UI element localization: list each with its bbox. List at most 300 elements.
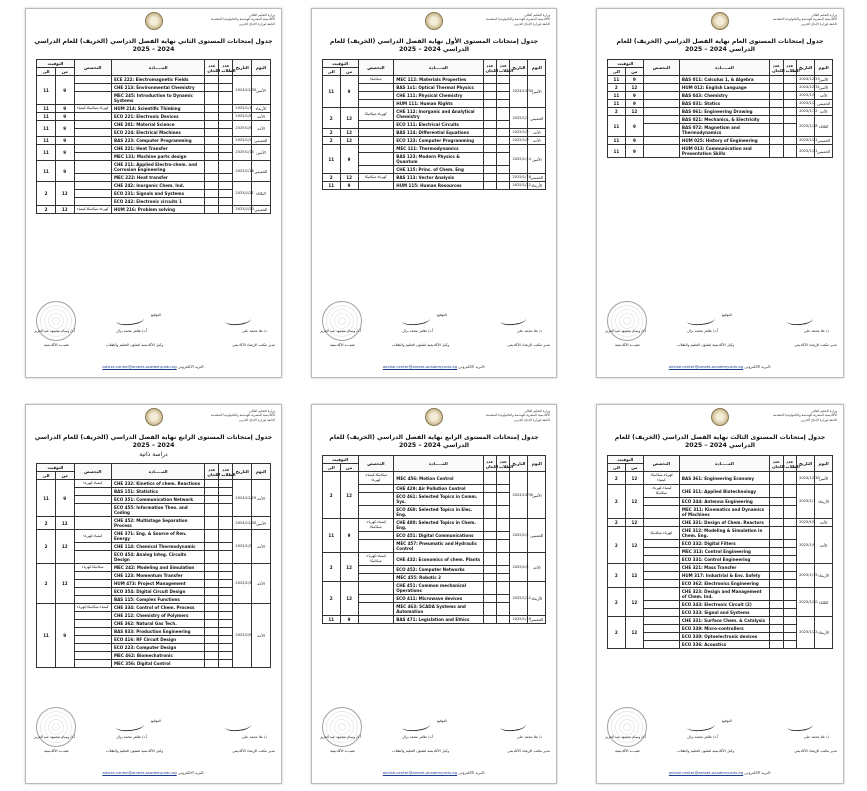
org-line: الأكاديمية المصرية للهندسة والتكنولوجيا المتقدمة: [485, 413, 550, 418]
time-to: 11: [322, 616, 340, 624]
count-cell: [497, 574, 510, 582]
count-cell: [783, 540, 797, 548]
halls-cell: [205, 174, 219, 182]
spec-cell: [358, 540, 394, 553]
count-cell: [497, 506, 510, 519]
spec-cell: كيمياء-كهرباء-ميكانيكا: [643, 485, 679, 498]
time-from: 9: [55, 604, 74, 668]
spec-cell: [74, 580, 111, 588]
table-row: [37, 113, 271, 121]
course-cell: BAS 115: Complex Functions: [111, 596, 204, 604]
date-cell: 2025/1/9: [510, 137, 528, 145]
date-cell: 2024/12/31: [797, 84, 815, 92]
col-day: اليوم: [528, 456, 546, 472]
dean-label: عميـــد الأكاديمية: [615, 749, 641, 753]
time-to: 11: [607, 100, 625, 108]
spec-cell: [643, 572, 679, 580]
day-cell: الأثنين: [252, 145, 271, 161]
halls-cell: [205, 504, 219, 517]
count-cell: [497, 84, 510, 92]
schedule-page-level1: [311, 8, 557, 378]
col-from: من: [55, 472, 74, 480]
course-cell: CHE 334: Control of Chem. Process: [111, 604, 204, 612]
spec-cell: [643, 580, 679, 588]
course-cell: HUM 115: Human Resources: [394, 182, 483, 190]
spec-cell: كيمياء-كهرباء: [74, 480, 111, 488]
col-course: المـــــادة: [111, 464, 204, 480]
time-from: 12: [55, 182, 74, 206]
spec-cell: [74, 517, 111, 530]
col-date: التاريخ: [510, 456, 528, 472]
date-cell: 2025/1/22: [797, 617, 815, 649]
spec-cell: [74, 660, 111, 668]
time-from: 9: [55, 105, 74, 113]
col-count: عدد الطلاب: [497, 60, 510, 76]
table-row: [37, 76, 271, 84]
course-cell: MEC 111: Thermodynamics: [394, 145, 483, 153]
vice-dean-name: أ.د/ طاهر محمد بزال: [116, 735, 148, 739]
academy-seal-icon: [711, 408, 729, 426]
count-cell: [783, 572, 797, 580]
halls-cell: [205, 84, 219, 92]
vice-dean-name: أ.د/ طاهر محمد بزال: [687, 735, 719, 739]
spec-cell: [358, 84, 394, 92]
spec-cell: [74, 129, 111, 137]
advisor-label: مدير مكتب الإرشاد الأكاديمي: [232, 749, 275, 753]
spec-cell: [643, 588, 679, 601]
table-row: [607, 116, 832, 124]
halls-cell: [483, 121, 496, 129]
table-row: [607, 472, 832, 485]
day-cell: الأحد: [528, 553, 546, 582]
halls-cell: [770, 633, 784, 641]
halls-cell: [770, 519, 784, 527]
org-line: الأكاديمية المصرية للهندسة والتكنولوجيا المتقدمة: [772, 17, 837, 22]
spec-cell: [643, 540, 679, 548]
halls-cell: [205, 145, 219, 153]
time-from: 12: [625, 519, 643, 527]
course-cell: MEC 112: Materials Properties: [394, 76, 483, 84]
time-to: 2: [607, 108, 625, 116]
count-cell: [219, 198, 233, 206]
table-row: [37, 517, 271, 530]
halls-cell: [770, 100, 784, 108]
page-title: جدول إمتحانات المستوى الرابع نهاية الفصل الدراسي (الخريف) للعام الدراسي 2024 – 2025: [34, 434, 273, 449]
sign-word: التوقيع: [151, 313, 161, 317]
footer-email[interactable]: advise.center@ameet-academy.edu.eg: [102, 364, 177, 369]
time-to: 2: [37, 530, 56, 564]
spec-cell: [74, 488, 111, 496]
halls-cell: [483, 472, 496, 485]
day-cell: الأثنين: [528, 145, 546, 174]
time-from: 9: [55, 161, 74, 182]
page-footer: [26, 364, 281, 369]
spec-cell: [643, 625, 679, 633]
time-to: 2: [322, 582, 340, 616]
date-cell: 2025/1/16: [233, 161, 252, 182]
footer-label: البريد الالكتروني:: [458, 364, 486, 369]
time-from: 12: [340, 108, 358, 129]
count-cell: [497, 553, 510, 566]
count-cell: [783, 116, 797, 124]
spec-cell: [358, 92, 394, 100]
count-cell: [783, 108, 797, 116]
halls-cell: [483, 137, 496, 145]
course-cell: ECO 333: Signal and Systems: [679, 609, 769, 617]
col-from: من: [55, 68, 74, 76]
spec-cell: [74, 588, 111, 596]
course-cell: BAS 113: Vector Analysis: [394, 174, 483, 182]
count-cell: [497, 137, 510, 145]
spec-cell: [358, 121, 394, 129]
time-to: 11: [322, 182, 340, 190]
count-cell: [219, 517, 233, 530]
signature-mark-icon: [687, 314, 716, 327]
course-cell: MEC 356: Digital Control: [111, 660, 204, 668]
day-cell: الخميس: [252, 137, 271, 145]
page-footer: [597, 770, 843, 775]
spec-cell: [643, 609, 679, 617]
course-cell: ECO 354: Digital Circuit Design: [111, 588, 204, 596]
col-halls: عدد اللجان: [770, 60, 784, 76]
signature-mark-icon: [500, 314, 527, 327]
spec-cell: [74, 137, 111, 145]
col-to: الى: [607, 68, 625, 76]
vice-dean-label: وكيل الأكاديمية لشئون التعليم والطلاب: [106, 749, 164, 753]
col-from: من: [625, 464, 643, 472]
time-from: 9: [625, 100, 643, 108]
day-cell: الأحد: [252, 121, 271, 137]
signature-mark-icon: [787, 720, 814, 733]
spec-cell: [643, 76, 679, 84]
org-line: التابعة لوزارة الإنتاج الحربي: [238, 417, 275, 422]
col-halls: عدد اللجان: [483, 456, 496, 472]
time-from: 12: [625, 588, 643, 617]
halls-cell: [205, 588, 219, 596]
spec-cell: [358, 532, 394, 540]
org-line: وزارة التعليم العالي: [811, 13, 837, 17]
course-cell: ECO 452: Computer Networks: [394, 566, 483, 574]
course-cell: CHE 312: Modeling & Simulation in Chem. Eng.: [679, 527, 769, 540]
count-cell: [219, 564, 233, 572]
halls-cell: [770, 137, 784, 145]
halls-cell: [483, 566, 496, 574]
halls-cell: [483, 493, 496, 506]
day-cell: الأحد: [252, 530, 271, 564]
course-cell: CHE 451: Common mechanical Operations: [394, 582, 483, 595]
count-cell: [219, 604, 233, 612]
count-cell: [497, 100, 510, 108]
count-cell: [219, 652, 233, 660]
count-cell: [497, 532, 510, 540]
time-from: 9: [625, 137, 643, 145]
course-cell: ECO 451: Digital Communications: [394, 532, 483, 540]
time-to: 11: [607, 116, 625, 137]
count-cell: [219, 145, 233, 153]
page-title: جدول إمتحانات المستوى الثاني نهاية الفصل الدراسي (الخريف) للعام الدراسي 2024 – 2025: [34, 38, 273, 53]
day-cell: الأحد: [815, 108, 833, 116]
exam-table: [322, 59, 546, 190]
footer-email[interactable]: advise.center@ameet-academy.edu.eg: [102, 770, 177, 775]
count-cell: [219, 153, 233, 161]
count-cell: [783, 564, 797, 572]
org-line: الأكاديمية المصرية للهندسة والتكنولوجيا المتقدمة: [772, 413, 837, 418]
spec-cell: [358, 129, 394, 137]
spec-cell: [358, 493, 394, 506]
count-cell: [219, 113, 233, 121]
spec-cell: [74, 636, 111, 644]
schedule-page-level4: [311, 404, 557, 784]
course-cell: MEC 463: SCADA Systems and Automation: [394, 603, 483, 616]
vice-dean-label: وكيل الأكاديمية لشئون التعليم والطلاب: [392, 343, 450, 347]
vice-dean-name: أ.د/ طاهر محمد بزال: [402, 329, 434, 333]
count-cell: [219, 174, 233, 182]
spec-cell: [643, 633, 679, 641]
time-to: 2: [37, 182, 56, 206]
page-title: جدول إمتحانات المستوى العام نهاية الفصل الدراسي (الخريف) للعام الدراسي 2024 – 2025: [616, 38, 824, 53]
halls-cell: [770, 527, 784, 540]
course-cell: CHE 242: Inorganic Chem. Ind.: [111, 182, 204, 190]
signature-mark-icon: [500, 720, 527, 733]
course-cell: ECO 332: Digital Filters: [679, 540, 769, 548]
table-row: [37, 182, 271, 190]
dean-label: عميـــد الأكاديمية: [44, 749, 70, 753]
academy-seal-icon: [425, 12, 443, 30]
time-to: 2: [607, 564, 625, 588]
halls-cell: [483, 595, 496, 603]
table-row: [607, 100, 832, 108]
count-cell: [219, 480, 233, 488]
time-from: 12: [340, 137, 358, 145]
halls-cell: [770, 485, 784, 498]
spec-cell: [74, 198, 111, 206]
time-from: 9: [55, 145, 74, 161]
spec-cell: [358, 595, 394, 603]
sign-word: التوقيع: [151, 719, 161, 723]
footer-email[interactable]: advise.center@ameet-academy.edu.eg: [668, 770, 744, 775]
col-day: اليوم: [815, 60, 833, 76]
count-cell: [219, 84, 233, 92]
spec-cell: [74, 628, 111, 636]
table-row: [607, 76, 832, 84]
course-cell: HUM 013: Communication and Presentation Skills: [679, 145, 769, 158]
col-day: اليوم: [252, 464, 271, 480]
count-cell: [497, 472, 510, 485]
count-cell: [497, 121, 510, 129]
course-cell: ECO 343: Electronic Circuit (2): [679, 601, 769, 609]
table-row: [37, 530, 271, 543]
col-time: التوقيت: [322, 60, 358, 68]
col-course: المـــــادة: [111, 60, 204, 76]
course-cell: BAS 043: Chemistry: [679, 92, 769, 100]
time-to: 2: [607, 527, 625, 564]
count-cell: [497, 129, 510, 137]
date-cell: 2025/1/2: [510, 108, 528, 129]
halls-cell: [770, 564, 784, 572]
table-row: [37, 145, 271, 153]
halls-cell: [205, 182, 219, 190]
day-cell: الأثنين: [815, 84, 833, 92]
halls-cell: [770, 116, 784, 124]
footer-label: البريد الالكتروني:: [458, 770, 486, 775]
halls-cell: [205, 652, 219, 660]
time-from: 9: [340, 519, 358, 553]
col-spec: التخصص: [643, 456, 679, 472]
spec-cell: [74, 620, 111, 628]
course-cell: MEC 456: Motion Control: [394, 472, 483, 485]
day-cell: الخميس: [815, 100, 833, 108]
halls-cell: [205, 113, 219, 121]
date-cell: 2025/1/16: [510, 616, 528, 624]
col-course: المـــــادة: [679, 60, 769, 76]
spec-cell: [358, 506, 394, 519]
time-from: 9: [625, 92, 643, 100]
col-spec: التخصص: [74, 60, 111, 76]
day-cell: الخميس: [528, 519, 546, 553]
count-cell: [497, 182, 510, 190]
academy-seal-icon: [425, 408, 443, 426]
course-cell: BAS 031: Statics: [679, 100, 769, 108]
spec-cell: [74, 113, 111, 121]
spec-cell: [643, 564, 679, 572]
advisor-label: مدير مكتب الإرشاد الأكاديمي: [794, 343, 837, 347]
course-cell: ECO 336: Acoustics: [679, 641, 769, 649]
spec-cell: [358, 574, 394, 582]
advisor-label: مدير مكتب الإرشاد الأكاديمي: [507, 749, 550, 753]
halls-cell: [483, 553, 496, 566]
day-cell: الأحد: [815, 527, 833, 564]
time-from: 9: [55, 121, 74, 137]
time-to: 11: [607, 92, 625, 100]
count-cell: [783, 556, 797, 564]
day-cell: الأثنين: [252, 76, 271, 105]
day-cell: الأحد: [252, 604, 271, 668]
schedule-page-level4-self: [25, 404, 282, 784]
col-time: التوقيت: [607, 60, 643, 68]
col-spec: التخصص: [74, 464, 111, 480]
course-cell: BAS 114: Differential Equations: [394, 129, 483, 137]
course-cell: HUM 473: Project Management: [111, 580, 204, 588]
halls-cell: [483, 153, 496, 166]
halls-cell: [205, 517, 219, 530]
count-cell: [783, 100, 797, 108]
time-to: 11: [322, 145, 340, 174]
halls-cell: [770, 84, 784, 92]
halls-cell: [205, 198, 219, 206]
course-cell: CHE 362: Natural Gas Tech.: [111, 620, 204, 628]
spec-cell: [358, 100, 394, 108]
table-row: [37, 604, 271, 612]
time-to: 2: [322, 472, 340, 519]
org-name: [480, 13, 550, 26]
spec-cell: [358, 616, 394, 624]
signatures: [26, 707, 281, 755]
sign-word: التوقيع: [437, 313, 447, 317]
vice-dean-name: أ.د/ طاهر محمد بزال: [402, 735, 434, 739]
date-cell: 2025/1/12: [797, 108, 815, 116]
course-cell: ECO 330: Optoelectronic devices: [679, 633, 769, 641]
halls-cell: [483, 84, 496, 92]
course-cell: ECO 221: Electronic Devices: [111, 113, 204, 121]
day-cell: الأحد: [252, 480, 271, 517]
halls-cell: [770, 506, 784, 519]
date-cell: 2025/1/21: [797, 137, 815, 145]
count-cell: [783, 124, 797, 137]
halls-cell: [770, 609, 784, 617]
time-from: 9: [625, 145, 643, 158]
footer-email[interactable]: advise.center@ameet-academy.edu.eg: [668, 364, 744, 369]
course-cell: CHE 331: Surface Chem. & Catalysis: [679, 617, 769, 625]
time-to: 11: [37, 113, 56, 121]
time-to: 2: [607, 588, 625, 617]
time-to: 2: [322, 137, 340, 145]
academy-stamp-icon: [607, 707, 647, 747]
count-cell: [497, 616, 510, 624]
spec-cell: كيمياء-كهرباء-ميكانيكا: [358, 553, 394, 566]
course-cell: BAS 471: Legislation and Ethics: [394, 616, 483, 624]
halls-cell: [770, 472, 784, 485]
org-line: وزارة التعليم العالي: [524, 13, 550, 17]
spec-cell: [74, 543, 111, 551]
halls-cell: [205, 105, 219, 113]
spec-cell: [74, 596, 111, 604]
footer-email[interactable]: advise.center@ameet-academy.edu.eg: [382, 770, 458, 775]
date-cell: 2025/1/2: [233, 530, 252, 564]
count-cell: [219, 644, 233, 652]
date-cell: 2024/12/29: [797, 76, 815, 84]
table-row: [322, 145, 545, 153]
halls-cell: [205, 530, 219, 543]
col-to: الى: [322, 68, 340, 76]
course-cell: BAS 833: Production Engineering: [111, 628, 204, 636]
spec-cell: ميكانيكا: [358, 76, 394, 84]
time-to: 11: [37, 604, 56, 668]
col-date: التاريخ: [797, 456, 815, 472]
date-cell: 2025/1/5: [233, 121, 252, 137]
dean-label: عميـــد الأكاديمية: [330, 343, 356, 347]
spec-cell: [74, 174, 111, 182]
count-cell: [219, 92, 233, 105]
count-cell: [219, 504, 233, 517]
sign-word: التوقيع: [722, 313, 732, 317]
course-cell: BAS 151: Statistics: [111, 488, 204, 496]
course-cell: ECO 351: Communication Network: [111, 496, 204, 504]
col-from: من: [340, 464, 358, 472]
col-date: التاريخ: [797, 60, 815, 76]
org-name: [205, 13, 275, 26]
spec-cell: [358, 603, 394, 616]
time-from: 9: [340, 616, 358, 624]
spec-cell: [358, 153, 394, 166]
count-cell: [497, 519, 510, 532]
exam-table: [607, 59, 833, 158]
count-cell: [783, 527, 797, 540]
org-line: وزارة التعليم العالي: [249, 13, 275, 17]
spec-cell: [74, 190, 111, 198]
page-header: [26, 9, 281, 37]
dean-name: أ.د/ وسام محمود عبد العزيز: [605, 329, 647, 333]
time-to: 2: [607, 84, 625, 92]
course-cell: CHE 432: Economics of chem. Plants: [394, 553, 483, 566]
count-cell: [783, 580, 797, 588]
footer-email[interactable]: advise.center@ameet-academy.edu.eg: [382, 364, 458, 369]
halls-cell: [483, 616, 496, 624]
page-title: جدول إمتحانات المستوى الثالث نهاية الفصل الدراسي (الخريف) للعام الدراسي 2024 – 2025: [614, 434, 826, 449]
halls-cell: [770, 145, 784, 158]
day-cell: الأثنين: [815, 76, 833, 84]
count-cell: [497, 76, 510, 84]
org-line: التابعة لوزارة الإنتاج الحربي: [513, 21, 550, 26]
